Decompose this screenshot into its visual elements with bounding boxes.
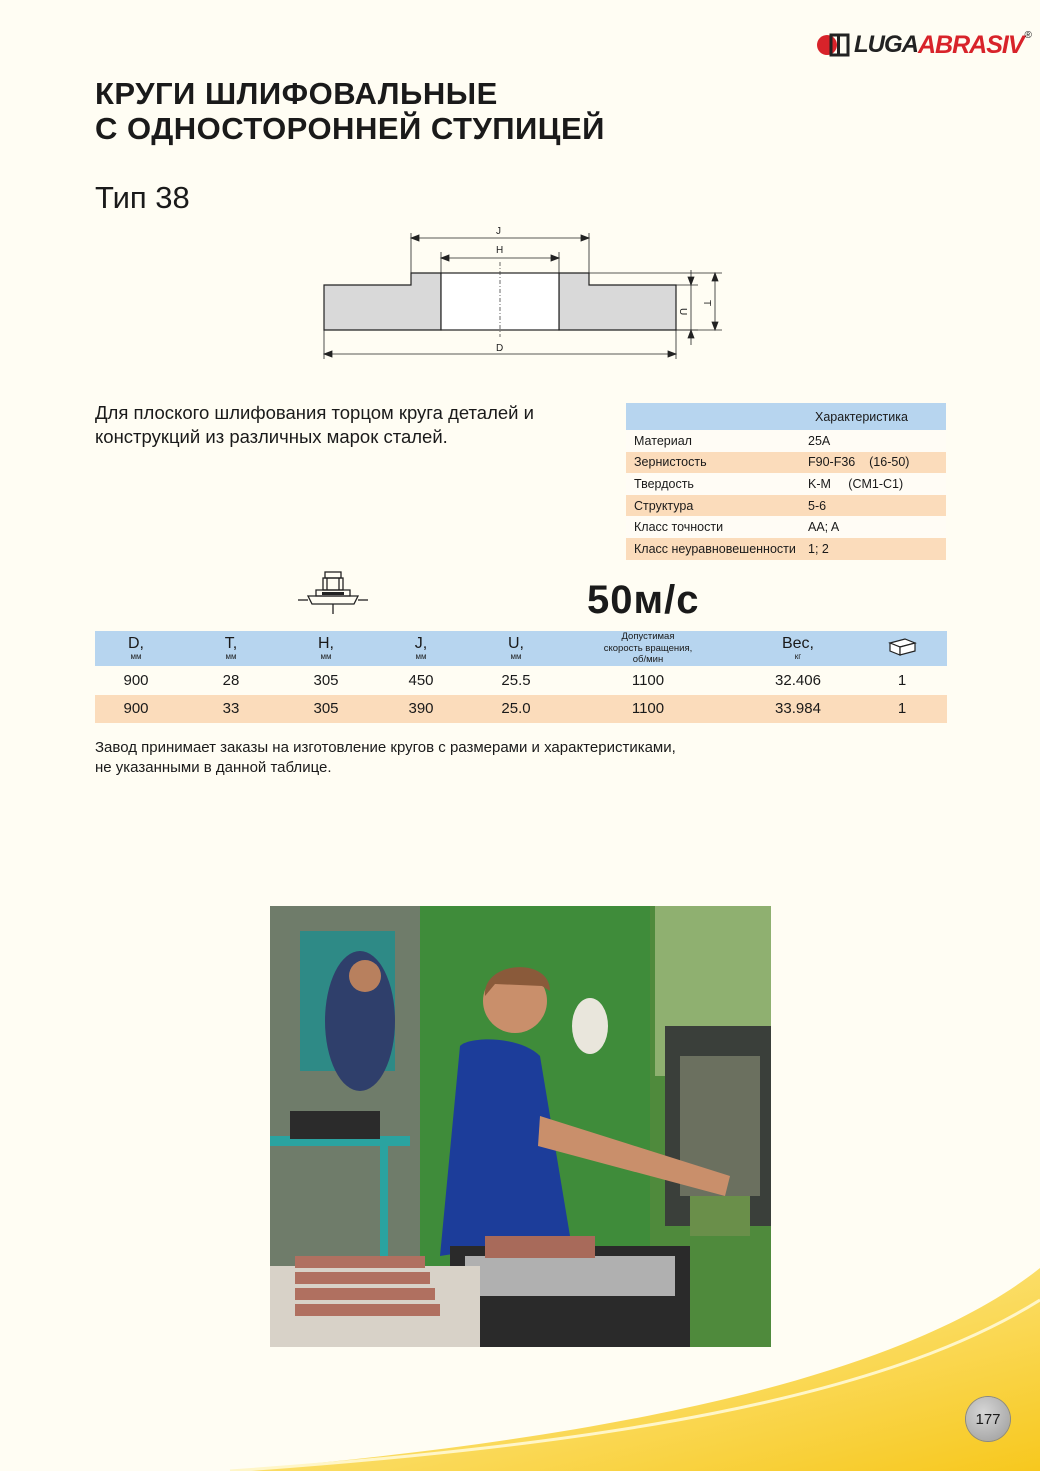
- wheel-left-section: [324, 273, 441, 330]
- characteristic-key: Класс точности: [626, 516, 808, 538]
- table-cell: 1100: [557, 666, 739, 695]
- characteristic-value: 1; 2: [808, 538, 946, 560]
- luga-abrasiv-logo: [816, 28, 1032, 62]
- col-header-j: J, мм: [367, 631, 475, 666]
- logo-text-luga: LUGA: [854, 31, 918, 58]
- application-description: Для плоского шлифования торцом круга деталей и конструкций из различных марок сталей.: [95, 402, 534, 447]
- logo-emblem-icon: [816, 31, 850, 59]
- col-header-t: T, мм: [177, 631, 285, 666]
- characteristic-key: Материал: [626, 430, 808, 452]
- label-u: U: [677, 308, 688, 316]
- title-line-2: С ОДНОСТОРОННЕЙ СТУПИЦЕЙ: [95, 111, 605, 146]
- table-row: [95, 666, 947, 695]
- custom-order-note: Завод принимает заказы на изготовление кругов с размерами и характеристиками, не указанными в данной таблице.: [95, 739, 676, 776]
- wheel-right-section: [559, 273, 676, 330]
- characteristic-row: [626, 430, 946, 452]
- table-cell: 1: [857, 666, 947, 695]
- table-cell: 32.406: [739, 666, 857, 695]
- characteristic-value: 5-6: [808, 495, 946, 517]
- wheel-cross-section-diagram: [300, 222, 730, 364]
- characteristic-value: F90-F36 (16-50): [808, 452, 946, 474]
- table-cell: 1100: [557, 695, 739, 724]
- characteristic-key: Зернистость: [626, 452, 808, 474]
- table-cell: 33.984: [739, 695, 857, 724]
- type-label: Тип 38: [95, 180, 190, 215]
- logo-text-abrasiv: ABRASIV: [918, 30, 1024, 59]
- table-cell: 305: [285, 695, 367, 724]
- label-t: T: [701, 300, 712, 307]
- characteristic-key: Твердость: [626, 473, 808, 495]
- col-header-d: D, мм: [95, 631, 177, 666]
- col-header-h: H, мм: [285, 631, 367, 666]
- table-cell: 900: [95, 666, 177, 695]
- characteristic-key: Структура: [626, 495, 808, 517]
- package-box-icon: [887, 635, 917, 657]
- characteristics-header: Характеристика: [626, 403, 946, 430]
- table-cell: 1: [857, 695, 947, 724]
- col-header-u: U, мм: [475, 631, 557, 666]
- characteristic-row: [626, 495, 946, 517]
- characteristic-value: 25A: [808, 430, 946, 452]
- page-number-badge: 177: [966, 1397, 1010, 1441]
- label-j: J: [496, 226, 501, 237]
- characteristic-value: K-M (CM1-C1): [808, 473, 946, 495]
- characteristic-row: [626, 452, 946, 474]
- max-speed-label: 50м/с: [587, 578, 700, 622]
- label-h: H: [496, 245, 504, 256]
- factory-worker-photo: [270, 906, 771, 1347]
- characteristics-table: [626, 403, 946, 560]
- title-line-1: КРУГИ ШЛИФОВАЛЬНЫЕ: [95, 76, 498, 111]
- grinding-machine-icon: [296, 570, 370, 616]
- table-cell: 25.0: [475, 695, 557, 724]
- characteristic-row: [626, 473, 946, 495]
- dimensions-table: [95, 631, 947, 723]
- table-cell: 25.5: [475, 666, 557, 695]
- characteristic-row: [626, 538, 946, 560]
- characteristic-row: [626, 516, 946, 538]
- table-cell: 33: [177, 695, 285, 724]
- table-row: [95, 695, 947, 724]
- col-header-package: [857, 631, 947, 666]
- characteristic-value: AA; A: [808, 516, 946, 538]
- table-cell: 450: [367, 666, 475, 695]
- col-header-speed: Допустимая скорость вращения, об/мин: [557, 631, 739, 666]
- characteristic-key: Класс неуравновешенности: [626, 538, 808, 560]
- table-cell: 28: [177, 666, 285, 695]
- col-header-weight: Вес, кг: [739, 631, 857, 666]
- registered-mark: ®: [1024, 29, 1032, 41]
- label-d: D: [496, 343, 504, 354]
- table-cell: 305: [285, 666, 367, 695]
- table-cell: 900: [95, 695, 177, 724]
- table-cell: 390: [367, 695, 475, 724]
- page-title: [95, 76, 605, 146]
